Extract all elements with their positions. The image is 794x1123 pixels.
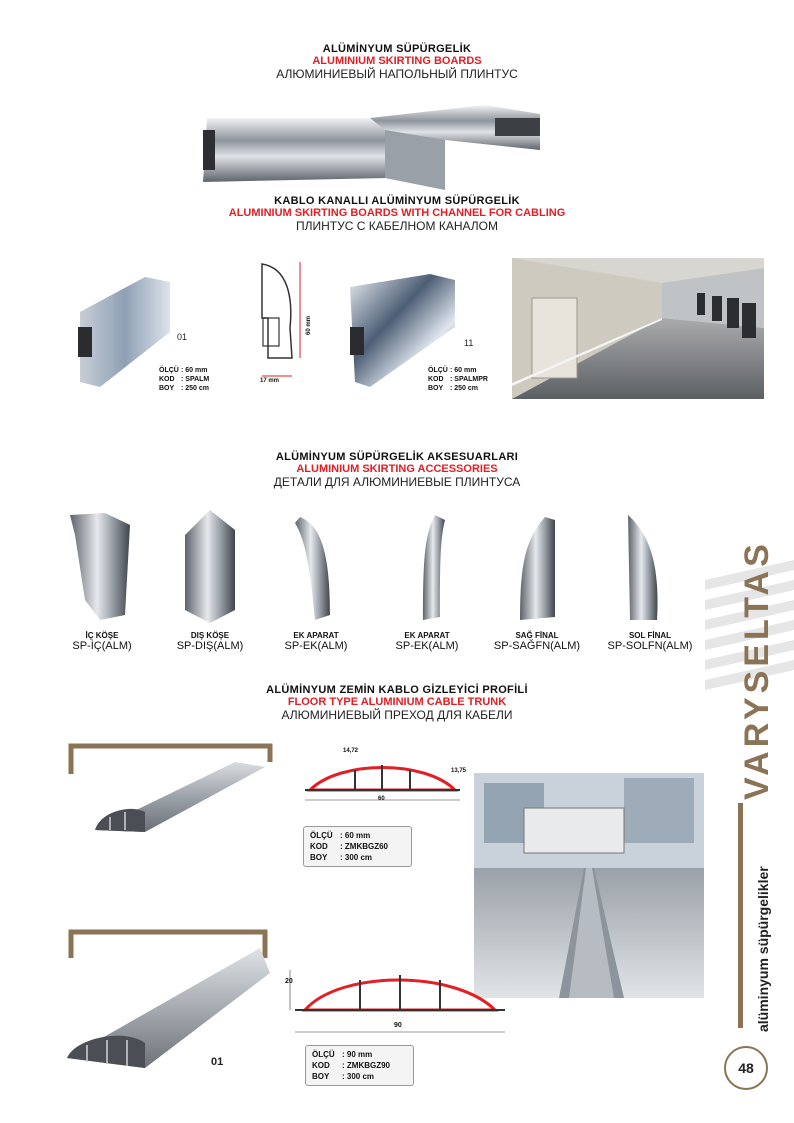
accessory-right-end: SAĞ FİNAL SP-SAĞFN(ALM) [493,631,581,652]
section4-header [0,684,794,722]
section2-header [0,195,794,233]
spec-row: ÖLÇÜ : 60 mm [310,831,371,840]
cable-trunk-90-code-number: 01 [211,1056,224,1068]
spec-row: KOD : SPALMPR [428,376,488,383]
spec-row: KOD : ZMKBGZ90 [312,1061,390,1070]
accessories-images [45,505,705,630]
skirting-board-image [195,100,555,195]
section2-title-ru: ПЛИНТУС С КАБЕЛНОМ КАНАЛОМ [296,219,498,233]
section1-title-ru: АЛЮМИНИЕВЫЙ НАПОЛЬНЫЙ ПЛИНТУС [276,67,518,81]
cable-trunk-90-image [65,928,270,1078]
section3-title-en: ALUMINIUM SKIRTING ACCESSORIES [296,463,498,475]
product-11-spec [428,366,488,393]
spec-row: BOY : 300 cm [312,1072,375,1081]
spec-row: ÖLÇÜ : 60 mm [428,367,477,374]
drawing-depth-label: 17 mm [260,378,280,384]
joint-piece-1-image [295,517,330,620]
section4-title-en: FLOOR TYPE ALUMINIUM CABLE TRUNK [287,696,507,708]
product-01-code-number: 01 [177,332,188,342]
outer-corner-image [185,510,235,623]
spec-row: ÖLÇÜ : 60 mm [159,367,208,374]
side-category-label: alüminyum süpürgelikler [755,866,771,1032]
left-end-image [628,515,658,620]
section2-title-en: ALUMINIUM SKIRTING BOARDS WITH CHANNEL FOR CABLING [228,207,566,219]
spec-row: BOY : 250 cm [159,385,210,392]
section2-title-tr: KABLO KANALLI ALÜMİNYUM SÜPÜRGELİK [274,195,520,207]
right-end-image [520,517,555,620]
inner-corner-image [70,513,130,620]
drawing-60-dim-width: 60 [378,796,385,802]
corridor-photo [512,258,764,399]
spec-row: BOY : 250 cm [428,385,479,392]
accessory-outer-corner: DIŞ KÖŞE SP-DIŞ(ALM) [176,631,244,652]
cable-trunk-60-image [65,742,275,837]
drawing-90-dim-width: 90 [394,1022,402,1029]
accessory-joint-2: EK APARAT SP-EK(ALM) [395,631,459,652]
drawing-60-dim-b: 13,75 [451,768,467,774]
spec-row: BOY : 300 cm [310,853,373,862]
section3-title-tr: ALÜMİNYUM SÜPÜRGELİK AKSESUARLARI [275,451,519,463]
drawing-height-label: 60 mm [306,315,312,335]
side-logo-text: VARYSELTAS [738,540,776,800]
section3-title-ru: ДЕТАЛИ ДЛЯ АЛЮМИНИЕВЫЕ ПЛИНТУСА [273,475,521,489]
accessory-left-end: SOL FİNAL SP-SOLFN(ALM) [607,631,693,652]
drawing-60-dim-a: 14,72 [343,748,359,754]
page-number: 48 [724,1046,768,1090]
side-brown-bar [738,803,743,1028]
spec-row: ÖLÇÜ : 90 mm [312,1050,373,1059]
drawing-90-dim-height: 20 [285,978,293,985]
section4-title-tr: ALÜMİNYUM ZEMİN KABLO GİZLEYİCİ PROFİLİ [266,684,528,696]
section1-header [0,43,794,81]
section1-title-en: ALUMINIUM SKIRTING BOARDS [312,55,482,67]
accessory-inner-corner: İÇ KÖŞE SP-İÇ(ALM) [72,631,132,652]
cable-trunk-90-spec [305,1045,414,1086]
section1-title-tr: ALÜMİNYUM SÜPÜRGELİK [322,43,472,55]
spec-row: KOD : SPALM [159,376,210,383]
section4-title-ru: АЛЮМИНИЕВЫЙ ПРЕХОД ДЛЯ КАБЕЛИ [281,708,513,722]
skirting-technical-drawing [248,258,308,393]
product-01-spec [159,366,209,393]
spec-row: KOD : ZMKBGZ60 [310,842,388,851]
section3-header [0,451,794,489]
joint-piece-2-image [423,515,445,620]
cable-trunk-60-spec [303,826,412,867]
product-11-code-number: 11 [464,338,474,348]
accessory-joint-1: EK APARAT SP-EK(ALM) [284,631,348,652]
